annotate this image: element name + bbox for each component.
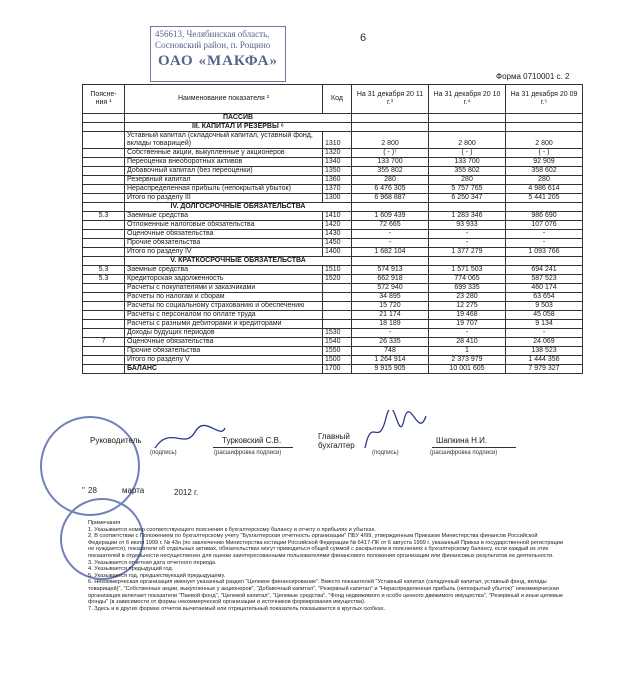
- row-name: Итого по разделу IV: [125, 248, 323, 257]
- table-row: [83, 329, 583, 338]
- row-note: [83, 194, 125, 203]
- row-value-2010: -: [429, 329, 506, 338]
- row-code: 1340: [323, 158, 352, 167]
- row-value-2009: 1 093 766: [506, 248, 583, 257]
- row-name: Прочие обязательства: [125, 347, 323, 356]
- row-code: 1360: [323, 176, 352, 185]
- accountant-signature: [360, 410, 430, 454]
- accountant-label: Главный бухгалтер: [318, 432, 355, 450]
- row-note: [83, 176, 125, 185]
- header-name: Наименование показателя ²: [125, 85, 323, 114]
- accountant-name-line: [432, 446, 516, 448]
- row-value-2011: 9 915 905: [352, 365, 429, 374]
- table-row: [83, 114, 583, 123]
- row-note: [83, 123, 125, 132]
- row-value: [352, 114, 429, 123]
- row-value-2009: 358 602: [506, 167, 583, 176]
- accountant-name: Шапкина Н.И.: [436, 436, 488, 445]
- table-row: [83, 356, 583, 365]
- row-value-2011: 1 264 914: [352, 356, 429, 365]
- row-value: [506, 123, 583, 132]
- section-title: III. КАПИТАЛ И РЕЗЕРВЫ ⁶: [125, 123, 352, 132]
- row-value-2010: 1: [429, 347, 506, 356]
- row-value-2011: 6 968 887: [352, 194, 429, 203]
- row-note: [83, 239, 125, 248]
- table-row: [83, 185, 583, 194]
- row-value-2011: 2 800: [352, 132, 429, 149]
- row-name: Собственные акции, выкупленные у акционеров: [125, 149, 323, 158]
- row-name: Расчеты по социальному страхованию и обеспечению: [125, 302, 323, 311]
- row-name: Расчеты с покупателями и заказчиками: [125, 284, 323, 293]
- row-value-2010: -: [429, 230, 506, 239]
- row-value-2010: 19 707: [429, 320, 506, 329]
- date-day: 28: [88, 486, 97, 495]
- table-header: [83, 85, 583, 114]
- row-name: Расчеты с разными дебиторами и кредиторами: [125, 320, 323, 329]
- row-value-2009: 587 523: [506, 275, 583, 284]
- row-value-2011: 355 802: [352, 167, 429, 176]
- table-row: [83, 194, 583, 203]
- row-note: [83, 293, 125, 302]
- header-note: Поясне-ния ¹: [83, 85, 125, 114]
- row-note: 7: [83, 338, 125, 347]
- row-note: [83, 248, 125, 257]
- row-note: [83, 149, 125, 158]
- row-value-2009: 63 654: [506, 293, 583, 302]
- row-name: Итого по разделу III: [125, 194, 323, 203]
- row-name: Итого по разделу V: [125, 356, 323, 365]
- table-row: [83, 149, 583, 158]
- row-value-2009: 45 058: [506, 311, 583, 320]
- row-name: Доходы будущих периодов: [125, 329, 323, 338]
- row-name: Нераспределенная прибыль (непокрытый убыток): [125, 185, 323, 194]
- row-note: [83, 365, 125, 374]
- row-name: Оценочные обязательства: [125, 230, 323, 239]
- row-value-2009: 460 174: [506, 284, 583, 293]
- row-note: [83, 203, 125, 212]
- row-value: [352, 203, 429, 212]
- row-code: 1450: [323, 239, 352, 248]
- table-row: [83, 257, 583, 266]
- table-row: [83, 176, 583, 185]
- table-row: [83, 203, 583, 212]
- row-note: [83, 320, 125, 329]
- table-row: [83, 365, 583, 374]
- row-value-2009: 92 909: [506, 158, 583, 167]
- row-name: Уставный капитал (складочный капитал, уставный фонд, вклады товарищей): [125, 132, 323, 149]
- row-code: [323, 302, 352, 311]
- note-4: 4. Указывается предыдущий год.: [88, 566, 174, 573]
- row-code: 1400: [323, 248, 352, 257]
- row-value-2011: 6 476 305: [352, 185, 429, 194]
- row-value-2011: 572 940: [352, 284, 429, 293]
- table-row: [83, 266, 583, 275]
- row-value-2010: 2 800: [429, 132, 506, 149]
- row-value-2009: -: [506, 239, 583, 248]
- row-code: [323, 293, 352, 302]
- header-col2: На 31 декабря 20 10 г.⁴: [429, 85, 506, 114]
- head-name: Турковский С.В.: [222, 436, 282, 445]
- row-value: [429, 257, 506, 266]
- row-value-2010: 133 700: [429, 158, 506, 167]
- head-decode-caption: (расшифровка подписи): [214, 450, 282, 456]
- row-value-2011: 72 665: [352, 221, 429, 230]
- row-value-2010: 5 757 765: [429, 185, 506, 194]
- row-note: [83, 158, 125, 167]
- row-value-2009: 107 076: [506, 221, 583, 230]
- row-note: [83, 221, 125, 230]
- table-body: [83, 114, 583, 374]
- accountant-sign-caption: (подпись): [372, 450, 399, 456]
- row-name: Оценочные обязательства: [125, 338, 323, 347]
- row-value-2011: 26 335: [352, 338, 429, 347]
- row-name: Расчеты с персоналом по оплате труда: [125, 311, 323, 320]
- table-row: [83, 123, 583, 132]
- table-row: [83, 212, 583, 221]
- row-value-2009: -: [506, 230, 583, 239]
- row-value-2009: ( - ): [506, 149, 583, 158]
- row-value-2010: 699 335: [429, 284, 506, 293]
- row-code: [323, 311, 352, 320]
- row-note: [83, 284, 125, 293]
- row-note: [83, 356, 125, 365]
- table-row: [83, 158, 583, 167]
- row-note: 5.3: [83, 212, 125, 221]
- row-value-2009: 4 986 614: [506, 185, 583, 194]
- row-value-2009: 1 444 356: [506, 356, 583, 365]
- row-note: [83, 185, 125, 194]
- stamp-line1: 456613, Челябинская область,: [155, 29, 270, 39]
- row-value: [506, 257, 583, 266]
- note-6: 6. Некоммерческая организация именует указанный раздел "Целевое финансирование". Вместо показателей "Уставный капитал (складочный капитал, уставный фонд, вклады товарищей)", "Собственные акции, выкупленные у акционеров", "Добавочный капитал", "Резервный капитал" и "Нераспределенная прибыль (непокрытый убыток)" некоммерческая организация включает показатели "Паевой фонд", "Целевой капитал", "Целевые средства", "Фонд недвижимого и особо ценного движимого имущества", "Резервный и иные целевые фонды" (в зависимости от формы некоммерческой организации и источников формирования имущества).: [88, 579, 563, 606]
- stamp-line2: Сосновский район, п. Рощино: [155, 40, 271, 50]
- company-stamp: [150, 26, 286, 82]
- row-value-2010: 28 410: [429, 338, 506, 347]
- row-value-2011: 574 913: [352, 266, 429, 275]
- stamp-company: ОАО «МАКФА»: [158, 53, 278, 69]
- row-value-2011: 34 895: [352, 293, 429, 302]
- row-value-2010: 10 001 605: [429, 365, 506, 374]
- row-name: Расчеты по налогам и сборам: [125, 293, 323, 302]
- row-code: 1320: [323, 149, 352, 158]
- table-row: [83, 230, 583, 239]
- balance-table: [82, 84, 583, 374]
- row-value: [506, 203, 583, 212]
- row-code: 1540: [323, 338, 352, 347]
- row-code: 1700: [323, 365, 352, 374]
- note-7: 7. Здесь и в других формах отчетов вычитаемый или отрицательный показатель показывается в круглых скобках.: [88, 605, 386, 612]
- row-value-2009: 986 690: [506, 212, 583, 221]
- row-name: Переоценка внеоборотных активов: [125, 158, 323, 167]
- note-3: 3. Указывается отчетная дата отчетного периода.: [88, 559, 217, 566]
- row-value-2011: ( - )⁷: [352, 149, 429, 158]
- row-code: 1520: [323, 275, 352, 284]
- row-code: [323, 284, 352, 293]
- header-col3: На 31 декабря 20 09 г.⁵: [506, 85, 583, 114]
- table-row: [83, 302, 583, 311]
- row-value: [352, 123, 429, 132]
- note-5: 5. Указывается год, предшествующий предыдущему.: [88, 572, 226, 579]
- row-name: Кредиторская задолженность: [125, 275, 323, 284]
- section-title: V. КРАТКОСРОЧНЫЕ ОБЯЗАТЕЛЬСТВА: [125, 257, 352, 266]
- row-note: 5.3: [83, 266, 125, 275]
- table-row: [83, 132, 583, 149]
- notes-title: Примечания: [88, 520, 121, 526]
- table-row: [83, 239, 583, 248]
- row-value-2009: 9 134: [506, 320, 583, 329]
- row-value-2009: -: [506, 329, 583, 338]
- head-label: Руководитель: [90, 436, 142, 445]
- row-value-2011: -: [352, 329, 429, 338]
- row-value-2010: 2 373 979: [429, 356, 506, 365]
- table-row: [83, 275, 583, 284]
- table-row: [83, 221, 583, 230]
- accountant-decode-caption: (расшифровка подписи): [430, 450, 498, 456]
- row-code: 1370: [323, 185, 352, 194]
- table-row: [83, 338, 583, 347]
- row-value-2011: 280: [352, 176, 429, 185]
- row-value-2010: 19 468: [429, 311, 506, 320]
- row-value-2009: 5 441 205: [506, 194, 583, 203]
- row-value-2010: 12 275: [429, 302, 506, 311]
- table-row: [83, 284, 583, 293]
- row-value: [352, 257, 429, 266]
- row-value-2010: -: [429, 239, 506, 248]
- row-code: 1420: [323, 221, 352, 230]
- row-value-2011: 15 720: [352, 302, 429, 311]
- row-value-2009: 7 979 327: [506, 365, 583, 374]
- row-note: [83, 311, 125, 320]
- row-code: 1410: [323, 212, 352, 221]
- row-value-2010: ( - ): [429, 149, 506, 158]
- date-year: 2012 г.: [174, 488, 199, 497]
- row-value-2010: 774 065: [429, 275, 506, 284]
- row-name: Добавочный капитал (без переоценки): [125, 167, 323, 176]
- row-name: Отложенные налоговые обязательства: [125, 221, 323, 230]
- row-name: Заемные средства: [125, 266, 323, 275]
- row-code: 1510: [323, 266, 352, 275]
- row-note: [83, 132, 125, 149]
- row-value: [429, 123, 506, 132]
- page-number: 6: [360, 32, 367, 44]
- row-value-2010: 280: [429, 176, 506, 185]
- table-row: [83, 311, 583, 320]
- row-value-2011: 748: [352, 347, 429, 356]
- row-value-2011: 18 189: [352, 320, 429, 329]
- notes: [88, 520, 568, 612]
- row-value-2010: 1 571 503: [429, 266, 506, 275]
- row-value-2009: 138 523: [506, 347, 583, 356]
- table-row: [83, 167, 583, 176]
- row-value-2011: -: [352, 239, 429, 248]
- row-code: 1500: [323, 356, 352, 365]
- head-signature: [150, 420, 230, 454]
- row-name: БАЛАНС: [125, 365, 323, 374]
- row-value: [506, 114, 583, 123]
- row-note: [83, 347, 125, 356]
- row-value: [429, 114, 506, 123]
- row-note: [83, 329, 125, 338]
- row-value-2009: 9 503: [506, 302, 583, 311]
- row-name: Резервный капитал: [125, 176, 323, 185]
- row-code: 1530: [323, 329, 352, 338]
- table-row: [83, 320, 583, 329]
- form-label: Форма 0710001 с. 2: [496, 72, 570, 81]
- row-code: 1430: [323, 230, 352, 239]
- section-title: ПАССИВ: [125, 114, 352, 123]
- row-value-2009: 24 069: [506, 338, 583, 347]
- row-name: Заемные средства: [125, 212, 323, 221]
- table-row: [83, 293, 583, 302]
- header-col1: На 31 декабря 20 11 г.³: [352, 85, 429, 114]
- row-code: 1300: [323, 194, 352, 203]
- note-2: 2. В соответствии с Положением по бухгалтерскому учету "Бухгалтерская отчетность организации" ПБУ 4/99, утвержденным Приказом Министерства финансов Российской Федерации от 6 июля 1999 г. № 43н (по заключению Министерства юстиции Российской Федерации № 6417-ПК от 6 августа 1999 г. указанный Приказ в государственной регистрации не нуждается), показатели об отдельных активах, обязательствах могут приводиться общей суммой с раскрытием в пояснениях к бухгалтерскому балансу, если каждый из этих показателей в отдельности несущественен для оценки заинтересованными пользователями финансового положения организации или финансовых результатов ее деятельности.: [88, 533, 564, 559]
- row-value-2010: 6 250 347: [429, 194, 506, 203]
- row-value-2011: 133 700: [352, 158, 429, 167]
- table-row: [83, 347, 583, 356]
- row-note: [83, 230, 125, 239]
- row-value-2009: 694 241: [506, 266, 583, 275]
- table-row: [83, 248, 583, 257]
- row-value-2011: -: [352, 230, 429, 239]
- header-code: Код: [323, 85, 352, 114]
- row-note: [83, 302, 125, 311]
- row-value-2010: 1 377 279: [429, 248, 506, 257]
- row-code: [323, 320, 352, 329]
- row-value-2010: 355 802: [429, 167, 506, 176]
- row-value-2010: 93 933: [429, 221, 506, 230]
- row-value-2009: 2 800: [506, 132, 583, 149]
- row-value: [429, 203, 506, 212]
- row-note: [83, 257, 125, 266]
- row-value-2010: 23 280: [429, 293, 506, 302]
- date-month: марта: [122, 486, 145, 495]
- row-value-2011: 21 174: [352, 311, 429, 320]
- row-value-2011: 662 918: [352, 275, 429, 284]
- date-quote-open: ": [82, 486, 85, 495]
- head-sign-caption: (подпись): [150, 450, 177, 456]
- row-name: Прочие обязательства: [125, 239, 323, 248]
- row-value-2009: 280: [506, 176, 583, 185]
- row-value-2010: 1 283 346: [429, 212, 506, 221]
- section-title: IV. ДОЛГОСРОЧНЫЕ ОБЯЗАТЕЛЬСТВА: [125, 203, 352, 212]
- row-value-2011: 1 609 439: [352, 212, 429, 221]
- row-value-2011: 1 682 104: [352, 248, 429, 257]
- note-1: 1. Указывается номер соответствующего пояснения к бухгалтерскому балансу и отчету о прибылях и убытках.: [88, 526, 376, 533]
- row-note: [83, 114, 125, 123]
- row-code: 1550: [323, 347, 352, 356]
- row-note: [83, 167, 125, 176]
- row-code: 1350: [323, 167, 352, 176]
- row-code: 1310: [323, 132, 352, 149]
- row-note: 5.3: [83, 275, 125, 284]
